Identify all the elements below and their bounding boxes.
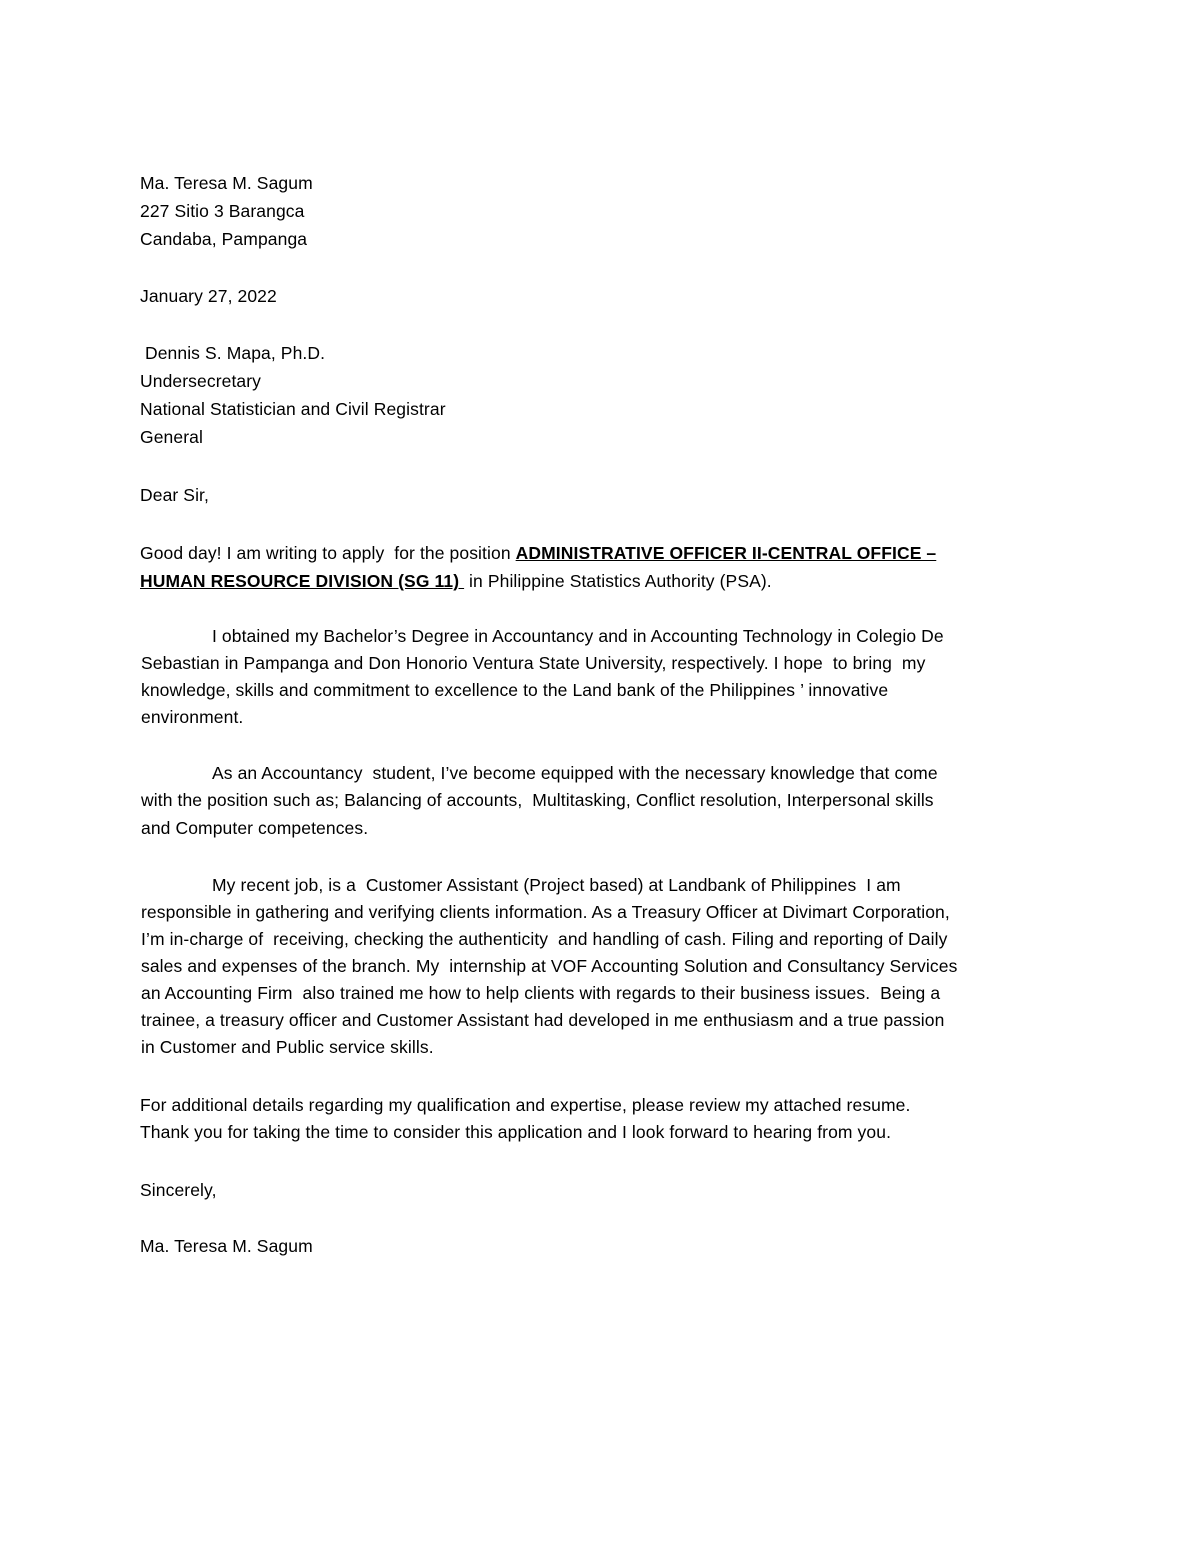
sender-name: Ma. Teresa M. Sagum — [140, 173, 313, 193]
paragraph3-line5: an Accounting Firm also trained me how to help clients with regards to their business issues. Being a — [141, 983, 941, 1003]
salutation: Dear Sir, — [140, 485, 209, 505]
paragraph1-line4: environment. — [141, 707, 244, 727]
paragraph3-line4: sales and expenses of the branch. My internship at VOF Accounting Solution and Consultancy Services — [141, 956, 958, 976]
paragraph2-line1: As an Accountancy student, I’ve become equipped with the necessary knowledge that come — [212, 763, 938, 783]
paragraph3-line2: responsible in gathering and verifying clients information. As a Treasury Officer at Divimart Corporation, — [141, 902, 950, 922]
paragraph1-line2: Sebastian in Pampanga and Don Honorio Ventura State University, respectively. I hope to bring my — [141, 653, 926, 673]
letter-date: January 27, 2022 — [140, 286, 277, 306]
intro-line2 — [140, 568, 772, 595]
recipient-title3: General — [140, 427, 203, 447]
recipient-title1: Undersecretary — [140, 371, 262, 391]
intro-line1 — [140, 540, 936, 567]
valediction: Sincerely, — [140, 1180, 217, 1200]
paragraph3-line3: I’m in-charge of receiving, checking the authenticity and handling of cash. Filing and reporting of Daily — [141, 929, 948, 949]
paragraph2-line3: and Computer competences. — [141, 818, 369, 838]
recipient-title2: National Statistician and Civil Registrar — [140, 399, 446, 419]
signature-name: Ma. Teresa M. Sagum — [140, 1236, 313, 1256]
recipient-name: Dennis S. Mapa, Ph.D. — [140, 343, 326, 363]
intro-text-part1: Good day! I am writing to apply for the position — [140, 543, 516, 563]
sender-address-line2: Candaba, Pampanga — [140, 229, 308, 249]
paragraph1-line1: I obtained my Bachelor’s Degree in Accountancy and in Accounting Technology in Colegio De — [212, 626, 944, 646]
sender-address-line1: 227 Sitio 3 Barangca — [140, 201, 305, 221]
paragraph2-line2: with the position such as; Balancing of accounts, Multitasking, Conflict resolution, Interpersonal skills — [141, 790, 934, 810]
closing-line1: For additional details regarding my qualification and expertise, please review my attached resume. — [140, 1095, 911, 1115]
position-title-line2: HUMAN RESOURCE DIVISION (SG 11) — [140, 571, 465, 591]
closing-line2: Thank you for taking the time to consider this application and I look forward to hearing from you. — [140, 1122, 892, 1142]
paragraph3-line7: in Customer and Public service skills. — [141, 1037, 434, 1057]
paragraph1-line3: knowledge, skills and commitment to excellence to the Land bank of the Philippines ’ innovative — [141, 680, 889, 700]
intro-text-part2: in Philippine Statistics Authority (PSA). — [464, 571, 772, 591]
position-title-line1: ADMINISTRATIVE OFFICER II-CENTRAL OFFICE – — [515, 543, 937, 563]
paragraph3-line1: My recent job, is a Customer Assistant (Project based) at Landbank of Philippines I am — [212, 875, 901, 895]
paragraph3-line6: trainee, a treasury officer and Customer Assistant had developed in me enthusiasm and a true passion — [141, 1010, 945, 1030]
